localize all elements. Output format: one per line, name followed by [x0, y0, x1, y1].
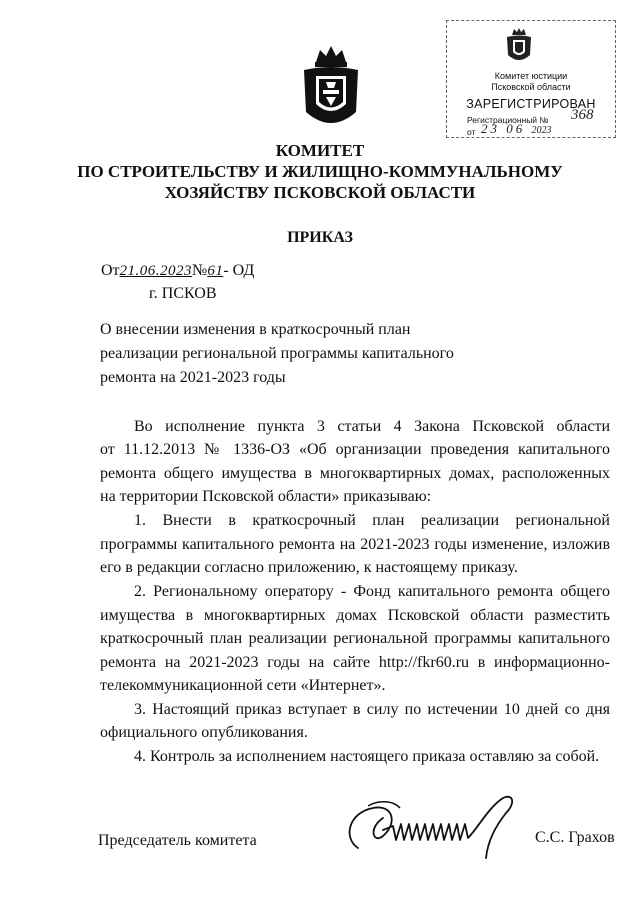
item1-line: программы капитального ремонта на 2021-2023 годы изменение, изложив [100, 536, 610, 553]
registration-stamp [446, 20, 616, 138]
stamp-emblem-icon [503, 27, 535, 65]
stamp-date-day: 23 [481, 121, 500, 136]
subject-line: ремонта на 2021-2023 годы [100, 369, 286, 386]
signatory-name: С.С. Грахов [535, 829, 615, 846]
order-number: 61 [207, 263, 224, 279]
coat-of-arms-emblem [298, 42, 364, 134]
intro-line: от 11.12.2013 № 1336-ОЗ «Об организации проведения капитального [100, 441, 610, 458]
intro-line: Во исполнение пункта 3 статьи 4 Закона Псковской области [134, 418, 610, 435]
item4-line: 4. Контроль за исполнением настоящего приказа оставляю за собой. [134, 748, 600, 765]
order-suffix: - ОД [223, 262, 255, 279]
item2-line: ремонта на 2021-2023 годы на сайте http://fkr60.ru в информационно- [100, 654, 610, 671]
stamp-org-line2: Псковской области [491, 82, 571, 92]
item3-line: 3. Настоящий приказ вступает в силу по истечении 10 дней со дня [134, 701, 610, 718]
order-num-label: № [192, 262, 208, 279]
order-city: г. ПСКОВ [149, 285, 217, 302]
document-type: ПРИКАЗ [287, 229, 353, 246]
item2-line: имущества в многоквартирных домах Псковской области разместить [100, 607, 610, 624]
stamp-date-month: 06 [506, 121, 526, 136]
handwritten-signature [338, 788, 528, 868]
header-line1: КОМИТЕТ [275, 141, 365, 160]
signatory-title: Председатель комитета [98, 832, 257, 849]
item2-line: телекоммуникационной сети «Интернет». [100, 677, 386, 694]
stamp-org-line1: Комитет юстиции [494, 71, 568, 81]
header-line3: ХОЗЯЙСТВУ ПСКОВСКОЙ ОБЛАСТИ [164, 183, 476, 202]
header-line2: ПО СТРОИТЕЛЬСТВУ И ЖИЛИЩНО-КОММУНАЛЬНОМУ [77, 162, 563, 181]
stamp-date-prefix: от [467, 127, 476, 137]
item1-line: его в редакции согласно приложению, к настоящему приказу. [100, 559, 518, 576]
order-from-label: От [101, 262, 120, 279]
subject-line: реализации региональной программы капитального [100, 345, 454, 362]
subject-line: О внесении изменения в краткосрочный план [100, 321, 411, 338]
stamp-reg-number: 368 [571, 107, 594, 123]
stamp-date [481, 121, 552, 137]
stamp-reg-label: Регистрационный № [467, 115, 549, 125]
item3-line: официального опубликования. [100, 724, 308, 741]
item2-line: краткосрочный план реализации региональной программы капитального [100, 630, 610, 647]
intro-line: ремонта общего имущества в многоквартирных домах, расположенных [100, 465, 610, 482]
item2-line: 2. Региональному оператору - Фонд капитального ремонта общего [134, 583, 610, 600]
stamp-status: ЗАРЕГИСТРИРОВАН [466, 97, 596, 111]
item1-line: 1. Внести в краткосрочный план реализации региональной [134, 512, 610, 529]
order-number-line [101, 262, 254, 280]
stamp-date-year: 2023 [531, 125, 552, 136]
intro-line: на территории Псковской области» приказываю: [100, 488, 432, 505]
order-date: 21.06.2023 [119, 263, 193, 279]
